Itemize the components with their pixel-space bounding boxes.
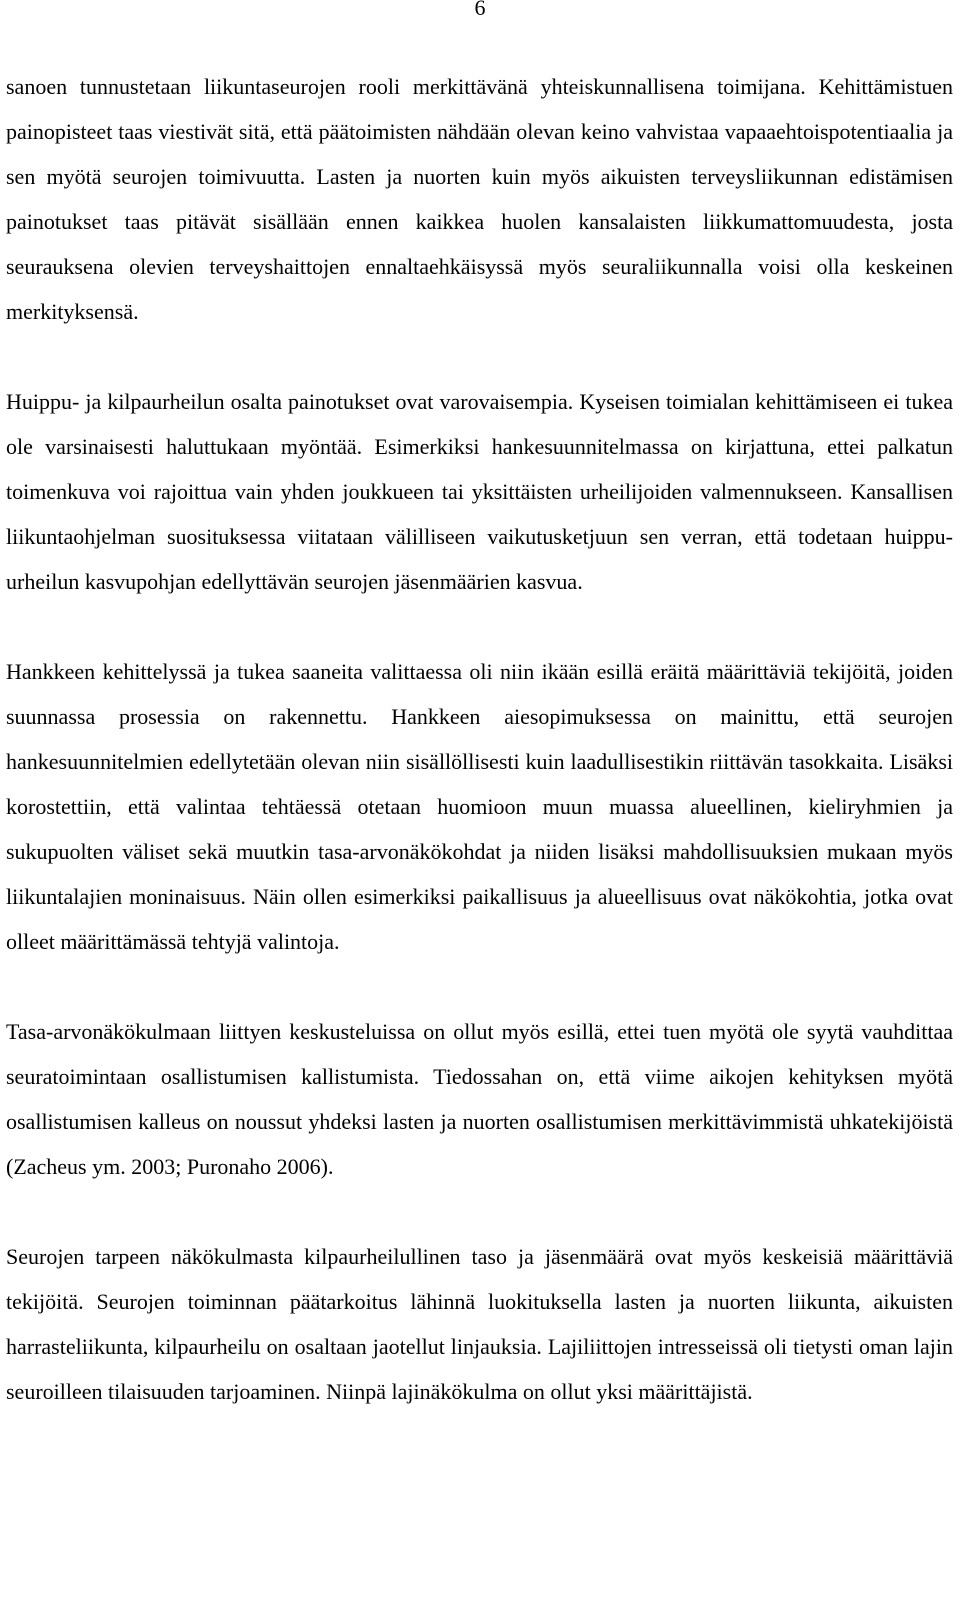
paragraph-4: Tasa-arvonäkökulmaan liittyen keskusteluissa on ollut myös esillä, ettei tuen myötä ole syytä vauhdittaa seuratoimintaan osallistumisen kallistumista. Tiedossahan on, että viime aikojen kehityksen myötä osallistumisen kalleus on noussut yhdeksi lasten ja nuorten osallistumisen merkittävimmistä uhkatekijöistä (Zacheus ym. 2003; Puronaho 2006). [6, 1019, 953, 1179]
paragraph-5: Seurojen tarpeen näkökulmasta kilpaurheilullinen taso ja jäsenmäärä ovat myös keskeisiä määrittäviä tekijöitä. Seurojen toiminnan päätarkoitus lähinnä luokituksella lasten ja nuorten liikunta, aikuisten harrasteliikunta, kilpaurheilu on osaltaan jaotellut linjauksia. Lajiliittojen intresseissä oli tietysti oman lajin seuroilleen tilaisuuden tarjoaminen. Niinpä lajinäkökulma on ollut yksi määrittäjistä. [6, 1244, 953, 1404]
paragraph-3: Hankkeen kehittelyssä ja tukea saaneita valittaessa oli niin ikään esillä eräitä määrittäviä tekijöitä, joiden suunnassa prosessia on rakennettu. Hankkeen aiesopimuksessa on mainittu, että seurojen hankesuunnitelmien edellytetään olevan niin sisällöllisesti kuin laadullisestikin riittävän tasokkaita. Lisäksi korostettiin, että valintaa tehtäessä otetaan huomioon muun muassa alueellinen, kieliryhmien ja sukupuolten väliset sekä muutkin tasa-arvonäkökohdat ja niiden lisäksi mahdollisuuksien mukaan myös liikuntalajien moninaisuus. Näin ollen esimerkiksi paikallisuus ja alueellisuus ovat näkökohtia, jotka ovat olleet määrittämässä tehtyjä valintoja. [6, 659, 953, 954]
page-number: 6 [474, 0, 486, 20]
paragraph-1: sanoen tunnustetaan liikuntaseurojen rooli merkittävänä yhteiskunnallisena toimijana. Kehittämistuen painopisteet taas viestivät sitä, että päätoimisten nähdään olevan keino vahvistaa vapaaehtoispotentiaalia ja sen myötä seurojen toimivuutta. Lasten ja nuorten kuin myös aikuisten terveysliikunnan edistämisen painotukset taas pitävät sisällään ennen kaikkea huolen kansalaisten liikkumattomuudesta, josta seurauksena olevien terveyshaittojen ennaltaehkäisyssä myös seuraliikunnalla voisi olla keskeinen merkityksensä. [6, 74, 953, 324]
paragraph-2: Huippu- ja kilpaurheilun osalta painotukset ovat varovaisempia. Kyseisen toimialan kehittämiseen ei tukea ole varsinaisesti haluttukaan myöntää. Esimerkiksi hankesuunnitelmassa on kirjattuna, ettei palkatun toimenkuva voi rajoittua vain yhden joukkueen tai yksittäisten urheilijoiden valmennukseen. Kansallisen liikuntaohjelman suosituksessa viitataan välilliseen vaikutusketjuun sen verran, että todetaan huippu-urheilun kasvupohjan edellyttävän seurojen jäsenmäärien kasvua. [6, 389, 953, 594]
document-body [6, 64, 953, 1414]
